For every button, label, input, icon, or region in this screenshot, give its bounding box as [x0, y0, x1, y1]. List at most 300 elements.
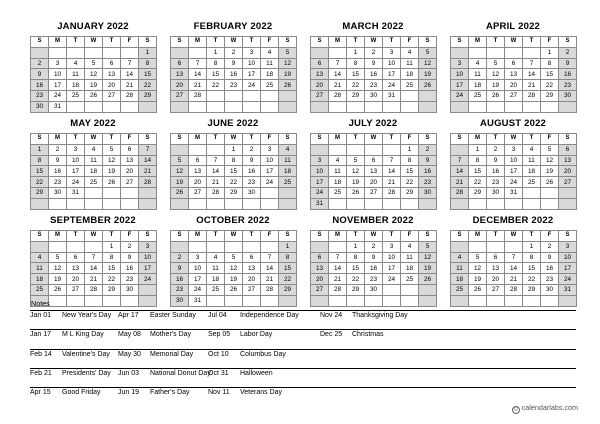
day-cell: 18: [329, 177, 347, 188]
day-cell: 17: [505, 166, 523, 177]
day-cell: 29: [31, 187, 49, 198]
day-cell: 18: [31, 274, 49, 285]
day-cell: 12: [279, 58, 297, 69]
day-cell: 12: [347, 166, 365, 177]
month-table: [450, 133, 577, 210]
day-cell: 23: [487, 177, 505, 188]
day-cell: 31: [67, 187, 85, 198]
weekday-header: F: [121, 134, 139, 145]
day-cell: 21: [139, 166, 157, 177]
day-cell: 4: [451, 252, 469, 263]
day-cell: 8: [469, 155, 487, 166]
weekday-header: M: [49, 37, 67, 48]
weekday-header: S: [451, 134, 469, 145]
day-cell: 14: [139, 155, 157, 166]
empty-day-cell: [541, 187, 559, 198]
day-cell: 2: [243, 144, 261, 155]
month-table: [450, 36, 577, 113]
day-cell: 10: [451, 69, 469, 80]
day-cell: 6: [189, 155, 207, 166]
day-cell: 1: [279, 241, 297, 252]
empty-day-cell: [103, 101, 121, 112]
day-cell: 28: [329, 284, 347, 295]
holiday-date: Apr 15: [30, 389, 51, 396]
week-row: [311, 155, 437, 166]
day-cell: 13: [487, 263, 505, 274]
month-title: JULY 2022: [348, 118, 398, 129]
day-cell: 9: [171, 263, 189, 274]
empty-day-cell: [171, 198, 189, 209]
weekday-header: T: [487, 231, 505, 242]
holiday-entry: [208, 330, 272, 340]
holiday-name: Good Friday: [62, 389, 101, 396]
day-cell: 9: [365, 252, 383, 263]
weekday-header: S: [451, 37, 469, 48]
day-cell: 20: [311, 80, 329, 91]
week-row: [171, 80, 297, 91]
day-cell: 13: [559, 155, 577, 166]
empty-day-cell: [329, 101, 347, 112]
empty-day-cell: [383, 284, 401, 295]
day-cell: 12: [103, 155, 121, 166]
week-row: [171, 177, 297, 188]
day-cell: 15: [347, 263, 365, 274]
notes-section: [30, 299, 576, 395]
day-cell: 26: [225, 284, 243, 295]
day-cell: 14: [207, 166, 225, 177]
day-cell: 29: [401, 187, 419, 198]
day-cell: 23: [419, 177, 437, 188]
day-cell: 10: [311, 166, 329, 177]
empty-day-cell: [207, 241, 225, 252]
empty-day-cell: [541, 101, 559, 112]
empty-day-cell: [103, 198, 121, 209]
empty-day-cell: [419, 284, 437, 295]
day-cell: 8: [347, 252, 365, 263]
weekday-header: S: [31, 134, 49, 145]
week-row: [451, 101, 577, 112]
empty-day-cell: [279, 198, 297, 209]
day-cell: 22: [469, 177, 487, 188]
day-cell: 16: [365, 69, 383, 80]
day-cell: 28: [261, 284, 279, 295]
weekday-header: F: [541, 37, 559, 48]
day-cell: 22: [347, 274, 365, 285]
day-cell: 24: [383, 80, 401, 91]
day-cell: 23: [559, 80, 577, 91]
weekday-header: W: [85, 37, 103, 48]
day-cell: 29: [103, 284, 121, 295]
week-row: [31, 177, 157, 188]
week-row: [451, 241, 577, 252]
day-cell: 5: [49, 252, 67, 263]
day-cell: 21: [523, 80, 541, 91]
day-cell: 30: [559, 90, 577, 101]
day-cell: 13: [171, 69, 189, 80]
holiday-name: Memorial Day: [150, 351, 194, 358]
day-cell: 17: [49, 80, 67, 91]
day-cell: 11: [401, 252, 419, 263]
week-row: [311, 58, 437, 69]
empty-day-cell: [487, 47, 505, 58]
day-cell: 8: [31, 155, 49, 166]
day-cell: 4: [261, 47, 279, 58]
empty-day-cell: [225, 101, 243, 112]
day-cell: 26: [49, 284, 67, 295]
day-cell: 21: [261, 274, 279, 285]
weekday-header: T: [67, 37, 85, 48]
day-cell: 21: [383, 177, 401, 188]
day-cell: 12: [419, 58, 437, 69]
empty-day-cell: [419, 101, 437, 112]
day-cell: 13: [311, 69, 329, 80]
empty-day-cell: [207, 101, 225, 112]
day-cell: 6: [365, 155, 383, 166]
day-cell: 26: [419, 80, 437, 91]
day-cell: 21: [451, 177, 469, 188]
month-calendar: [310, 212, 436, 307]
day-cell: 16: [365, 263, 383, 274]
day-cell: 26: [85, 90, 103, 101]
month-calendar: [170, 212, 296, 307]
day-cell: 21: [505, 274, 523, 285]
empty-day-cell: [401, 284, 419, 295]
empty-day-cell: [469, 101, 487, 112]
week-row: [171, 263, 297, 274]
month-table: [450, 230, 577, 307]
week-row: [451, 284, 577, 295]
month-table: [30, 230, 157, 307]
weekday-header: T: [347, 134, 365, 145]
day-cell: 7: [329, 58, 347, 69]
week-row: [451, 47, 577, 58]
day-cell: 16: [487, 166, 505, 177]
day-cell: 14: [523, 69, 541, 80]
day-cell: 15: [541, 69, 559, 80]
holiday-entry: [118, 330, 191, 340]
weekday-header: T: [523, 134, 541, 145]
day-cell: 19: [347, 177, 365, 188]
day-cell: 29: [279, 284, 297, 295]
day-cell: 27: [365, 187, 383, 198]
holiday-name: M L King Day: [62, 331, 104, 338]
day-cell: 2: [49, 144, 67, 155]
day-cell: 17: [383, 69, 401, 80]
weekday-header: T: [103, 231, 121, 242]
day-cell: 21: [85, 274, 103, 285]
week-row: [31, 90, 157, 101]
week-row: [31, 198, 157, 209]
month-title: AUGUST 2022: [479, 118, 547, 129]
day-cell: 20: [171, 80, 189, 91]
empty-day-cell: [505, 241, 523, 252]
week-row: [451, 274, 577, 285]
day-cell: 7: [139, 144, 157, 155]
day-cell: 15: [207, 69, 225, 80]
holiday-entry: [118, 369, 211, 379]
day-cell: 16: [171, 274, 189, 285]
day-cell: 25: [401, 80, 419, 91]
day-cell: 24: [505, 177, 523, 188]
day-cell: 13: [505, 69, 523, 80]
day-cell: 23: [243, 177, 261, 188]
day-cell: 1: [523, 241, 541, 252]
day-cell: 18: [261, 69, 279, 80]
holiday-name: Independence Day: [240, 312, 299, 319]
weekday-header: W: [225, 231, 243, 242]
day-cell: 8: [225, 155, 243, 166]
day-cell: 24: [383, 274, 401, 285]
day-cell: 28: [189, 90, 207, 101]
day-cell: 25: [523, 177, 541, 188]
empty-day-cell: [311, 101, 329, 112]
holiday-date: Apr 17: [118, 312, 139, 319]
day-cell: 27: [67, 284, 85, 295]
day-cell: 4: [85, 144, 103, 155]
day-cell: 20: [559, 166, 577, 177]
week-row: [31, 80, 157, 91]
holiday-date: Dec 25: [320, 331, 343, 338]
day-cell: 4: [523, 144, 541, 155]
day-cell: 15: [401, 166, 419, 177]
day-cell: 3: [261, 144, 279, 155]
day-cell: 24: [49, 90, 67, 101]
weekday-header: S: [311, 37, 329, 48]
empty-day-cell: [523, 101, 541, 112]
weekday-header: S: [139, 134, 157, 145]
day-cell: 4: [401, 47, 419, 58]
week-row: [451, 69, 577, 80]
holiday-date: May 30: [118, 351, 141, 358]
week-row: [31, 101, 157, 112]
day-cell: 4: [329, 155, 347, 166]
day-cell: 18: [469, 80, 487, 91]
month-table: [310, 133, 437, 210]
empty-day-cell: [85, 47, 103, 58]
day-cell: 27: [171, 90, 189, 101]
day-cell: 13: [243, 263, 261, 274]
weekday-header: W: [365, 37, 383, 48]
holiday-entry: [118, 388, 189, 398]
empty-day-cell: [559, 101, 577, 112]
weekday-header: S: [311, 134, 329, 145]
empty-day-cell: [469, 47, 487, 58]
day-cell: 5: [85, 58, 103, 69]
week-row: [311, 274, 437, 285]
empty-day-cell: [487, 241, 505, 252]
weekday-header: S: [279, 134, 297, 145]
day-cell: 25: [451, 284, 469, 295]
empty-day-cell: [139, 198, 157, 209]
day-cell: 26: [487, 90, 505, 101]
weekday-header: T: [383, 231, 401, 242]
week-row: [311, 80, 437, 91]
empty-day-cell: [365, 101, 383, 112]
empty-day-cell: [171, 241, 189, 252]
empty-day-cell: [189, 47, 207, 58]
day-cell: 14: [451, 166, 469, 177]
day-cell: 30: [49, 187, 67, 198]
day-cell: 2: [225, 47, 243, 58]
day-cell: 19: [171, 177, 189, 188]
holiday-date: Feb 14: [30, 351, 52, 358]
day-cell: 6: [121, 144, 139, 155]
day-cell: 27: [505, 90, 523, 101]
day-cell: 2: [541, 241, 559, 252]
empty-day-cell: [171, 47, 189, 58]
empty-day-cell: [469, 241, 487, 252]
day-cell: 3: [189, 252, 207, 263]
month-title: APRIL 2022: [485, 21, 541, 32]
day-cell: 25: [85, 177, 103, 188]
weekday-header: S: [451, 231, 469, 242]
day-cell: 18: [523, 166, 541, 177]
day-cell: 25: [329, 187, 347, 198]
day-cell: 11: [261, 58, 279, 69]
weekday-header: T: [347, 37, 365, 48]
day-cell: 31: [49, 101, 67, 112]
day-cell: 20: [121, 166, 139, 177]
weekday-header: M: [469, 134, 487, 145]
day-cell: 29: [225, 187, 243, 198]
day-cell: 20: [487, 274, 505, 285]
month-calendar: [30, 212, 156, 307]
day-cell: 28: [207, 187, 225, 198]
weekday-header: F: [541, 231, 559, 242]
holiday-name: Labor Day: [240, 331, 273, 338]
day-cell: 17: [261, 166, 279, 177]
empty-day-cell: [189, 241, 207, 252]
week-row: [451, 80, 577, 91]
weekday-header: F: [121, 37, 139, 48]
day-cell: 16: [49, 166, 67, 177]
week-row: [311, 90, 437, 101]
holiday-name: Veterans Day: [240, 389, 283, 396]
weekday-header: S: [559, 231, 577, 242]
day-cell: 24: [243, 80, 261, 91]
day-cell: 6: [559, 144, 577, 155]
empty-day-cell: [243, 198, 261, 209]
day-cell: 11: [451, 263, 469, 274]
week-row: [451, 252, 577, 263]
weekday-header: T: [67, 231, 85, 242]
day-cell: 23: [31, 90, 49, 101]
day-cell: 29: [523, 284, 541, 295]
day-cell: 22: [541, 80, 559, 91]
holiday-name: National Donut Day: [150, 370, 211, 377]
weekday-header: M: [329, 134, 347, 145]
day-cell: 24: [189, 284, 207, 295]
day-cell: 1: [347, 241, 365, 252]
copyright-icon: ©: [513, 407, 518, 413]
day-cell: 3: [505, 144, 523, 155]
holiday-name: Columbus Day: [240, 351, 286, 358]
weekday-header: F: [261, 231, 279, 242]
day-cell: 26: [103, 177, 121, 188]
empty-day-cell: [419, 90, 437, 101]
week-row: [451, 166, 577, 177]
day-cell: 23: [365, 80, 383, 91]
day-cell: 5: [419, 47, 437, 58]
weekday-header: W: [505, 37, 523, 48]
day-cell: 16: [541, 263, 559, 274]
month-table: [170, 133, 297, 210]
empty-day-cell: [67, 101, 85, 112]
holiday-date: Feb 21: [30, 370, 52, 377]
day-cell: 10: [559, 252, 577, 263]
empty-day-cell: [207, 144, 225, 155]
day-cell: 10: [261, 155, 279, 166]
empty-day-cell: [279, 187, 297, 198]
week-row: [31, 155, 157, 166]
day-cell: 17: [139, 263, 157, 274]
day-cell: 1: [103, 241, 121, 252]
week-row: [311, 177, 437, 188]
holiday-entry: [30, 369, 111, 379]
month-calendar: [450, 115, 576, 210]
holiday-name: New Year's Day: [62, 312, 112, 319]
day-cell: 30: [121, 284, 139, 295]
day-cell: 6: [103, 58, 121, 69]
day-cell: 10: [383, 58, 401, 69]
empty-day-cell: [67, 47, 85, 58]
day-cell: 19: [469, 274, 487, 285]
weekday-header: M: [49, 231, 67, 242]
holiday-entry: [30, 311, 111, 321]
empty-day-cell: [279, 101, 297, 112]
day-cell: 21: [329, 274, 347, 285]
day-cell: 15: [469, 166, 487, 177]
empty-day-cell: [559, 198, 577, 209]
day-cell: 12: [85, 69, 103, 80]
weekday-header: T: [207, 134, 225, 145]
day-cell: 3: [559, 241, 577, 252]
day-cell: 12: [469, 263, 487, 274]
empty-day-cell: [67, 241, 85, 252]
day-cell: 25: [207, 284, 225, 295]
empty-day-cell: [347, 198, 365, 209]
empty-day-cell: [311, 47, 329, 58]
empty-day-cell: [261, 198, 279, 209]
empty-day-cell: [505, 47, 523, 58]
day-cell: 21: [121, 80, 139, 91]
day-cell: 27: [559, 177, 577, 188]
day-cell: 20: [505, 80, 523, 91]
day-cell: 4: [469, 58, 487, 69]
day-cell: 5: [279, 47, 297, 58]
day-cell: 9: [49, 155, 67, 166]
month-calendar: [170, 115, 296, 210]
week-row: [171, 47, 297, 58]
day-cell: 19: [49, 274, 67, 285]
day-cell: 14: [189, 69, 207, 80]
day-cell: 7: [523, 58, 541, 69]
day-cell: 5: [225, 252, 243, 263]
day-cell: 13: [67, 263, 85, 274]
day-cell: 7: [189, 58, 207, 69]
empty-day-cell: [261, 101, 279, 112]
day-cell: 7: [451, 155, 469, 166]
day-cell: 10: [189, 263, 207, 274]
day-cell: 14: [121, 69, 139, 80]
day-cell: 10: [505, 155, 523, 166]
week-row: [171, 69, 297, 80]
day-cell: 28: [523, 90, 541, 101]
week-row: [171, 252, 297, 263]
empty-day-cell: [139, 187, 157, 198]
empty-day-cell: [365, 198, 383, 209]
day-cell: 7: [261, 252, 279, 263]
